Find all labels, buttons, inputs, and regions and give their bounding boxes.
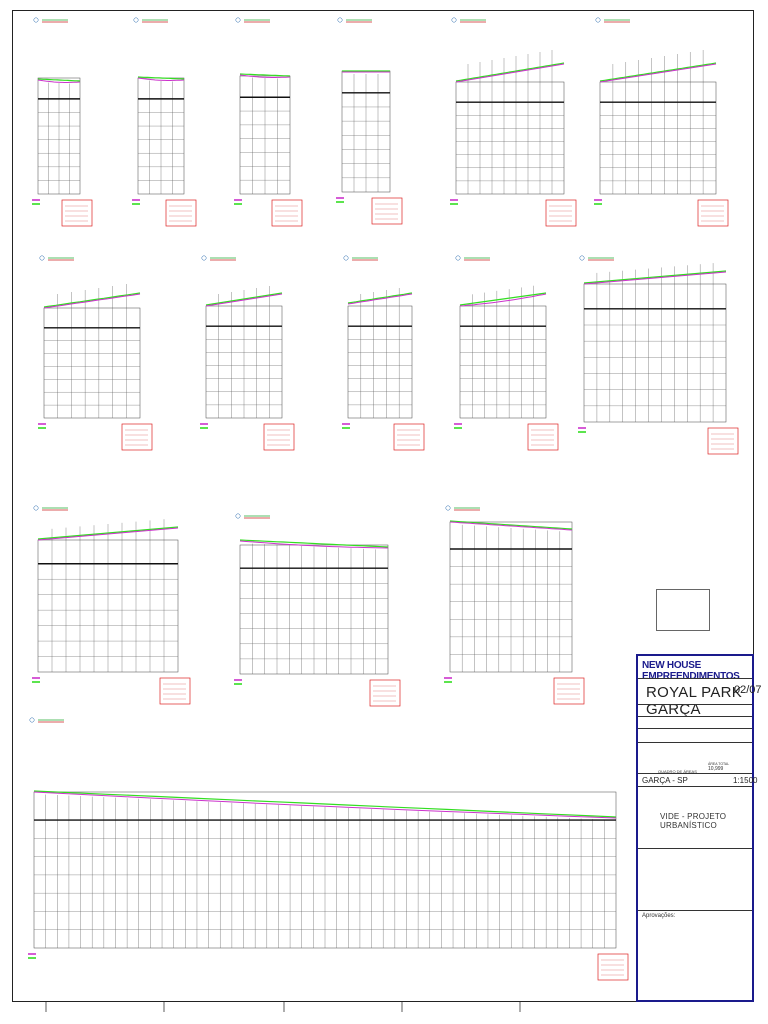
notes-box — [656, 589, 710, 631]
profile-marker-icon — [34, 18, 38, 22]
note-box — [698, 200, 728, 226]
area-label: ÁREA TOTAL — [708, 762, 730, 766]
note-box — [370, 680, 400, 706]
design-profile-line — [44, 293, 140, 307]
note-box — [372, 198, 402, 224]
profile-marker-icon — [134, 18, 138, 22]
divider — [638, 716, 752, 717]
note-box — [272, 200, 302, 226]
terrain-profile-line — [460, 294, 546, 306]
profile-frame — [460, 306, 546, 418]
note-box — [122, 424, 152, 450]
profile-frame — [456, 82, 564, 194]
terrain-profile-line — [348, 294, 412, 304]
profile-marker-icon — [236, 18, 240, 22]
note-box — [264, 424, 294, 450]
divider — [638, 704, 752, 705]
profile-frame — [44, 308, 140, 418]
note-box — [546, 200, 576, 226]
note-box — [394, 424, 424, 450]
profile-marker-icon — [456, 256, 460, 260]
profile-frame — [600, 82, 716, 194]
design-profile-line — [584, 271, 726, 283]
profile-marker-icon — [344, 256, 348, 260]
design-profile-line — [456, 63, 564, 81]
city: GARÇA - SP — [642, 776, 688, 785]
profile-frame — [584, 284, 726, 422]
design-profile-line — [348, 293, 412, 303]
profile-marker-icon — [30, 718, 34, 722]
profile-frame — [348, 306, 412, 418]
divider — [638, 786, 752, 787]
vide-note: VIDE - PROJETO URBANÍSTICO — [660, 812, 727, 830]
note-box — [598, 954, 628, 980]
divider — [638, 910, 752, 911]
profile-marker-icon — [40, 256, 44, 260]
approvals-label: Aprovações: — [642, 913, 676, 919]
note-box — [708, 428, 738, 454]
project-name: ROYAL PARK GARÇA — [646, 684, 743, 718]
profile-marker-icon — [202, 256, 206, 260]
divider — [638, 742, 752, 743]
profile-marker-icon — [236, 514, 240, 518]
profile-marker-icon — [580, 256, 584, 260]
terrain-profile-line — [44, 294, 140, 308]
divider — [638, 848, 752, 849]
terrain-profile-line — [456, 64, 564, 82]
profile-marker-icon — [34, 506, 38, 510]
note-box — [160, 678, 190, 704]
design-profile-line — [460, 293, 546, 305]
divider — [638, 678, 752, 679]
sheet-number: 02/07 — [734, 684, 762, 696]
profile-marker-icon — [338, 18, 342, 22]
title-block — [636, 654, 762, 1002]
design-profile-line — [600, 63, 716, 81]
note-box — [166, 200, 196, 226]
company-name: NEW HOUSE EMPREENDIMENTOS — [642, 660, 740, 682]
scale: 1:1500 — [733, 776, 758, 785]
terrain-profile-line — [600, 64, 716, 82]
profile-marker-icon — [446, 506, 450, 510]
divider — [638, 728, 752, 729]
note-box — [62, 200, 92, 226]
terrain-profile-line — [584, 272, 726, 284]
area-value: 10,999 — [708, 766, 724, 772]
profile-marker-icon — [452, 18, 456, 22]
profile-marker-icon — [596, 18, 600, 22]
quadro-label: QUADRO DE ÁREAS — [658, 769, 697, 774]
note-box — [528, 424, 558, 450]
note-box — [554, 678, 584, 704]
